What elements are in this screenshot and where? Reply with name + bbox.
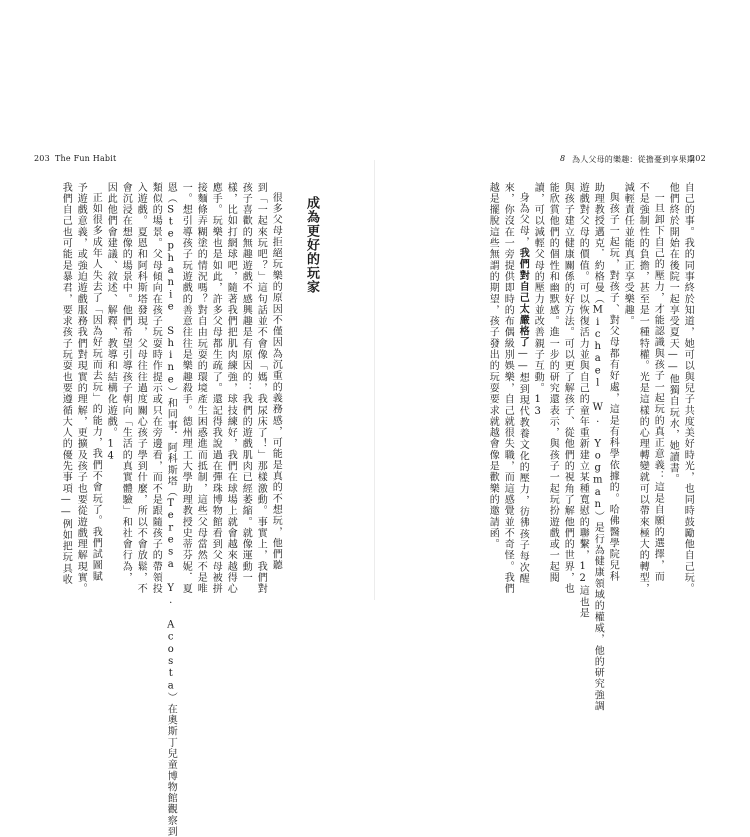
right-text-column: 讀，可以減輕父母的壓力並改善親子互動。13 (532, 182, 544, 419)
left-text-column: 會沉浸在想像的場景中。他們希望引導孩子朝向「生活的真實體驗」和社會行為， (120, 182, 132, 584)
left-text-column: 很多父母拒絕玩樂的原因不僅因為沉重的義務感，可能是真的不想玩，他們聽 (270, 192, 282, 572)
left-text-column: 恩（Stephanie Shine）和同事．阿科斯塔（Teresa Y. Acosta）在奧斯丁兒童博物館觀察到 (165, 182, 177, 837)
left-text-column: 到「一起來玩吧？」這句話並不會像「媽，我尿床了！」那樣激動。事實上，我們對 (255, 182, 267, 595)
right-text-column: 越是擺脫這些無謂的期望，孩子發出的玩耍要求就越會像是歡樂的邀請函。 (487, 182, 499, 550)
right-text-column: 來，你沒在一旁提供即時的布偶級別娛樂，自己就很失職，而這感覺並不奇怪。我們 (502, 182, 514, 595)
right-text-column: 減輕責任並能真正享受樂趣。 (622, 182, 634, 327)
right-text-column: 能欣賞他們的個性和幽默感。進一步的研究還表示，與孩子一起玩扮遊戲或一起閱 (547, 182, 559, 584)
right-text-column: 不是強制性的負擔，甚至是一種特權。光是這樣的心理轉變就可以帶來極大的轉型， (637, 182, 649, 595)
chapter-number: 8 (560, 154, 566, 163)
page-gutter (374, 160, 375, 600)
left-text-column: 應手。玩樂也是如此，許多父母都生疏了。還記得我說過在彈珠博物館看到父母被拼 (210, 182, 222, 595)
left-text-column: 入遊戲。夏恩和阿科斯塔發現，父母往往過度關心孩子學到什麼，所以不會放鬆，不 (135, 182, 147, 595)
emphasis-prefix: 身為父母， (517, 192, 529, 248)
left-text-column: 接麵條弄糊塗的情況嗎？對自由玩耍的環境產生困惑進而抵制，這些父母當然不是唯 (195, 182, 207, 595)
left-page-number: 203 (34, 154, 50, 163)
right-text-column: 遊戲對父母的價值。可以恢復活力並與自己的童年重新建立某種寬慰的聯繫，12這也是 (577, 182, 589, 619)
right-text-column: 與孩子一起玩，對孩子、對父母都有好處，這是有科學依據的。哈佛醫學院兒科 (607, 192, 619, 583)
left-text-column: 類似的場景。父母傾向在孩子玩耍時作提示或只在旁邊看，而不是跟隨孩子的帶領投 (150, 182, 162, 595)
right-text-column-emphasis (515, 182, 530, 584)
left-text-column: 孩子喜歡的無趣遊戲不感興趣是有原因的：我們的遊戲肌肉已經萎縮。就像運動一 (240, 182, 252, 584)
left-text-column: 一。想引導孩子玩遊戲的善意往往是樂趣殺手。德州理工大學助理教授史蒂芬妮．夏 (180, 182, 192, 595)
right-running-title: 為人父母的樂趣：從擔憂到享果期 (572, 155, 695, 164)
right-page-number: 202 (690, 154, 706, 163)
left-running-title: The Fun Habit (55, 154, 117, 163)
right-text-column: 一旦卸下自己的壓力，才能認識與孩子一起玩的真正意義：這是自願的選擇，而 (652, 192, 664, 583)
right-text-column: 與孩子建立健康關係的好方法。可以更了解孩子、從他們的視角了解他們的世界，也 (562, 182, 574, 595)
right-text-column: 自己的事。我的同事終於知道，她可以與兒子共度美好時光，也同時鼓勵他自己玩。 (682, 182, 694, 595)
left-text-column: 我們自己也可能是暴君，要求孩子玩耍也要遵循大人的優先事項——例如把玩具收 (60, 182, 72, 586)
emphasis-bold-phrase: 我們對自己太嚴格了 (517, 247, 529, 349)
emphasis-suffix: ——想到現代教養文化的壓力，彷彿孩子每次醒 (517, 348, 529, 585)
left-text-column: 予遊戲意義，或強迫遊戲服務我們對現實的理解，更擴及孩子也要從遊戲理解現實。 (75, 182, 87, 595)
left-text-column: 因此他們會建議、敘述、解釋、教導和結構化遊戲。14 (105, 182, 117, 463)
right-text-column: 助理教授邁克．約格曼（Michael W. Yogman）是行為健康領域的權威，他的研究強調 (592, 182, 604, 712)
left-text-column: 正如很多成年人失去了「因為好玩而去玩」的能力，我們不會玩了。我們試圖賦 (90, 192, 102, 583)
left-text-column: 樣，比如打網球吧，隨著我們把肌肉練強，球技練好，我們在球場上就會越來越得心 (225, 182, 237, 595)
section-heading: 成為更好的玩家 (304, 196, 319, 294)
right-text-column: 他們終於開始在後院一起享受夏天——他獨自玩水，她讀書。 (667, 182, 679, 486)
